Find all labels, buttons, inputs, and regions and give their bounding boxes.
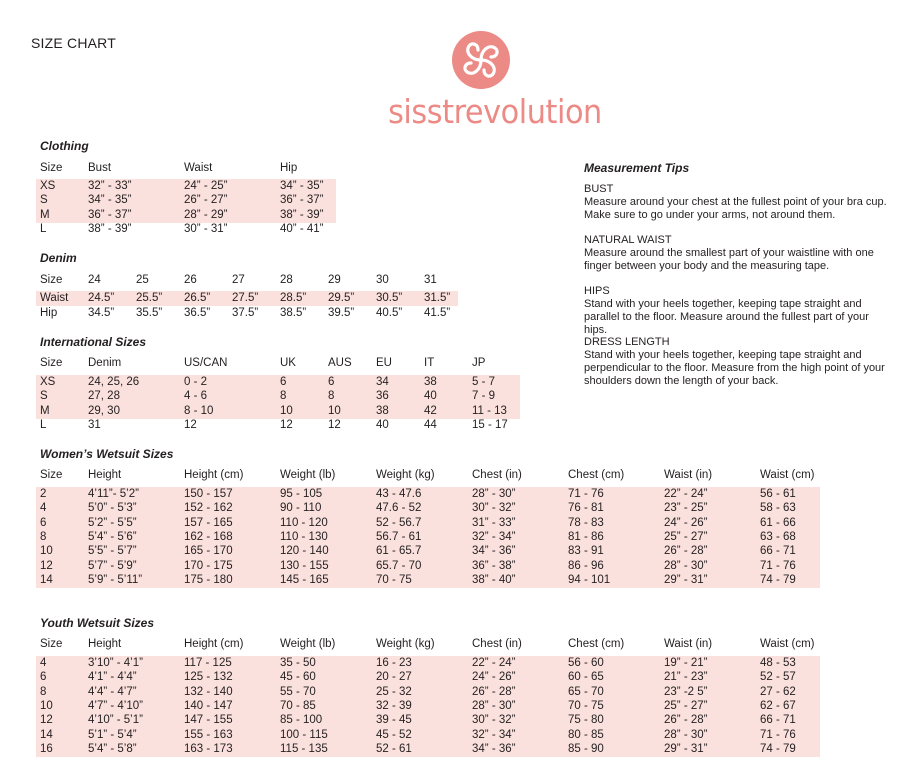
- table-row: [36, 179, 336, 194]
- table-cell: 40.5”: [376, 306, 403, 319]
- table-cell: 25” - 27”: [664, 530, 708, 543]
- table-header-row: [36, 356, 520, 371]
- table-cell: 70 - 85: [280, 699, 316, 712]
- table-cell: 48 - 53: [760, 657, 796, 669]
- table-cell: 45 - 52: [376, 728, 412, 741]
- table-cell: 145 - 165: [280, 573, 329, 586]
- table-cell: 81 - 86: [568, 530, 604, 543]
- table-cell: 6: [280, 376, 287, 388]
- table-row: [36, 222, 336, 237]
- table-cell: 23” -2 5”: [664, 685, 708, 698]
- youth-wetsuit-title: Youth Wetsuit Sizes: [40, 616, 155, 630]
- table-cell: 3’10” - 4’1”: [88, 657, 143, 669]
- column-header: US/CAN: [184, 357, 228, 369]
- table-cell: 24” - 26”: [664, 516, 708, 529]
- table-cell: 130 - 155: [280, 559, 329, 572]
- column-header: 30: [376, 274, 389, 286]
- table-header-row: [36, 161, 336, 176]
- table-cell: 8: [40, 530, 47, 543]
- table-cell: 74 - 79: [760, 573, 796, 586]
- table-cell: Waist: [40, 292, 69, 304]
- table-row: [36, 487, 820, 502]
- table-cell: 29” - 31”: [664, 742, 708, 755]
- table-header-row: [36, 637, 820, 652]
- column-header: 27: [232, 274, 245, 286]
- table-cell: 38” - 39”: [280, 208, 324, 221]
- table-cell: 15 - 17: [472, 418, 508, 431]
- table-row: [36, 728, 820, 743]
- table-cell: 8: [328, 390, 335, 403]
- table-cell: 56 - 60: [568, 657, 604, 669]
- table-cell: 26.5”: [184, 292, 211, 304]
- table-cell: 95 - 105: [280, 488, 323, 500]
- table-cell: 28” - 30”: [472, 488, 516, 500]
- table-cell: 5’0” - 5’3”: [88, 502, 137, 515]
- table-cell: 110 - 120: [280, 516, 328, 529]
- table-cell: 34” - 35”: [88, 194, 132, 207]
- column-header: Size: [40, 357, 63, 369]
- table-cell: 25.5”: [136, 292, 163, 304]
- table-cell: 8: [280, 390, 287, 403]
- table-cell: 80 - 85: [568, 728, 604, 741]
- table-cell: 63 - 68: [760, 530, 796, 543]
- table-cell: 31” - 33”: [472, 516, 516, 529]
- table-cell: 24, 25, 26: [88, 376, 140, 388]
- column-header: Height: [88, 638, 122, 650]
- table-cell: S: [40, 390, 48, 403]
- table-cell: 78 - 83: [568, 516, 604, 529]
- table-row: [36, 699, 820, 714]
- column-header: Waist: [184, 162, 213, 174]
- table-cell: 34.5”: [88, 306, 115, 319]
- table-cell: 60 - 65: [568, 671, 604, 684]
- table-row: [36, 306, 458, 321]
- column-header: Chest (in): [472, 638, 522, 650]
- table-cell: 4’1” - 4’4”: [88, 671, 137, 684]
- table-row: [36, 501, 820, 516]
- table-cell: 32” - 34”: [472, 530, 516, 543]
- table-row: [36, 670, 820, 685]
- table-cell: 5 - 7: [472, 376, 496, 388]
- table-cell: 32” - 34”: [472, 728, 516, 741]
- column-header: 25: [136, 274, 149, 286]
- table-cell: 29, 30: [88, 404, 120, 417]
- tip-hips: [584, 285, 894, 337]
- table-cell: M: [40, 208, 50, 221]
- table-cell: 27, 28: [88, 390, 120, 403]
- table-cell: 12: [280, 418, 293, 431]
- table-cell: 5’4” - 5’8”: [88, 742, 137, 755]
- table-cell: 74 - 79: [760, 742, 796, 755]
- table-cell: 10: [40, 545, 53, 558]
- table-cell: 38: [376, 404, 389, 417]
- international-title: International Sizes: [40, 335, 147, 349]
- table-cell: 28” - 30”: [664, 559, 708, 572]
- table-cell: 125 - 132: [184, 671, 233, 684]
- table-cell: M: [40, 404, 50, 417]
- table-cell: 28.5”: [280, 292, 307, 304]
- table-cell: 170 - 175: [184, 559, 233, 572]
- table-cell: 90 - 110: [280, 502, 322, 515]
- table-cell: 31: [88, 418, 101, 431]
- table-cell: 36” - 37”: [88, 208, 132, 221]
- column-header: 26: [184, 274, 197, 286]
- table-cell: 85 - 90: [568, 742, 604, 755]
- table-cell: 162 - 168: [184, 530, 233, 543]
- table-cell: 66 - 71: [760, 714, 796, 727]
- table-cell: 6: [40, 516, 47, 529]
- table-cell: 12: [40, 559, 53, 572]
- table-cell: 36” - 38”: [472, 559, 516, 572]
- column-header: Height (cm): [184, 469, 244, 481]
- table-cell: 5’1” - 5’4”: [88, 728, 137, 741]
- table-cell: 30” - 32”: [472, 714, 516, 727]
- table-cell: 30” - 31”: [184, 222, 228, 235]
- table-cell: 147 - 155: [184, 714, 233, 727]
- column-header: Waist (in): [664, 469, 713, 481]
- table-cell: 165 - 170: [184, 545, 233, 558]
- table-cell: L: [40, 222, 47, 235]
- table-cell: 2: [40, 488, 47, 500]
- table-cell: XS: [40, 180, 56, 192]
- table-cell: 117 - 125: [184, 657, 232, 669]
- table-cell: 16 - 23: [376, 657, 412, 669]
- table-cell: 120 - 140: [280, 545, 329, 558]
- column-header: Height: [88, 469, 122, 481]
- table-cell: 47.6 - 52: [376, 502, 422, 515]
- table-row: [36, 375, 520, 390]
- column-header: IT: [424, 357, 435, 369]
- table-cell: 7 - 9: [472, 390, 496, 403]
- table-cell: 152 - 162: [184, 502, 233, 515]
- table-cell: 5’5” - 5’7”: [88, 545, 137, 558]
- table-cell: 29” - 31”: [664, 573, 708, 586]
- tips-title: Measurement Tips: [584, 161, 690, 175]
- table-cell: 10: [328, 404, 341, 417]
- table-cell: 40: [424, 390, 437, 403]
- table-cell: 16: [40, 742, 53, 755]
- table-cell: 0 - 2: [184, 376, 208, 388]
- table-row: [36, 418, 520, 433]
- table-cell: 34” - 35”: [280, 180, 324, 192]
- table-row: [36, 742, 820, 757]
- table-cell: 4’4” - 4’7”: [88, 685, 137, 698]
- column-header: 31: [424, 274, 437, 286]
- column-header: EU: [376, 357, 392, 369]
- table-cell: 65 - 70: [568, 685, 604, 698]
- table-cell: 52 - 57: [760, 671, 796, 684]
- table-cell: XS: [40, 376, 56, 388]
- table-cell: 22” - 24”: [664, 488, 708, 500]
- clothing-title: Clothing: [40, 139, 89, 153]
- table-cell: 100 - 115: [280, 728, 328, 741]
- table-cell: 94 - 101: [568, 573, 611, 586]
- page-title: SIZE CHART: [31, 35, 116, 51]
- table-row: [36, 193, 336, 208]
- womens-wetsuit-title: Women’s Wetsuit Sizes: [40, 447, 174, 461]
- table-cell: 4 - 6: [184, 390, 208, 403]
- table-cell: 12: [184, 418, 197, 431]
- table-row: [36, 544, 820, 559]
- table-cell: 35.5”: [136, 306, 163, 319]
- column-header: AUS: [328, 357, 352, 369]
- table-cell: 8 - 10: [184, 404, 214, 417]
- table-cell: 45 - 60: [280, 671, 316, 684]
- table-cell: 38” - 40”: [472, 573, 516, 586]
- table-cell: 44: [424, 418, 437, 431]
- table-cell: 52 - 61: [376, 742, 412, 755]
- column-header: Size: [40, 274, 63, 286]
- table-cell: 38.5”: [280, 306, 307, 319]
- column-header: Size: [40, 162, 63, 174]
- table-cell: 24” - 26”: [472, 671, 516, 684]
- table-cell: 155 - 163: [184, 728, 233, 741]
- table-cell: 41.5”: [424, 306, 451, 319]
- table-cell: 32 - 39: [376, 699, 412, 712]
- table-cell: 20 - 27: [376, 671, 412, 684]
- table-cell: 28” - 29”: [184, 208, 228, 221]
- table-cell: 52 - 56.7: [376, 516, 422, 529]
- tip-heading: NATURAL WAIST: [584, 234, 672, 246]
- table-cell: 42: [424, 404, 437, 417]
- table-cell: 25” - 27”: [664, 699, 708, 712]
- table-cell: 132 - 140: [184, 685, 233, 698]
- table-cell: 65.7 - 70: [376, 559, 422, 572]
- column-header: JP: [472, 357, 486, 369]
- table-cell: S: [40, 194, 48, 207]
- column-header: 28: [280, 274, 293, 286]
- table-cell: 110 - 130: [280, 530, 328, 543]
- table-header-row: [36, 468, 820, 483]
- table-cell: 26” - 28”: [664, 545, 708, 558]
- table-cell: 27 - 62: [760, 685, 796, 698]
- table-cell: 12: [328, 418, 341, 431]
- table-cell: Hip: [40, 306, 58, 319]
- column-header: Weight (lb): [280, 469, 336, 481]
- table-cell: 56 - 61: [760, 488, 796, 500]
- table-cell: 70 - 75: [376, 573, 412, 586]
- column-header: Weight (kg): [376, 469, 435, 481]
- table-cell: 40: [376, 418, 389, 431]
- denim-title: Denim: [40, 251, 77, 265]
- table-cell: 26” - 27”: [184, 194, 228, 207]
- table-row: [36, 404, 520, 419]
- table-cell: 8: [40, 685, 47, 698]
- table-cell: 30.5”: [376, 292, 403, 304]
- table-cell: 14: [40, 573, 53, 586]
- table-cell: 5’4” - 5’6”: [88, 530, 137, 543]
- table-cell: 22” - 24”: [472, 657, 516, 669]
- column-header: Bust: [88, 162, 112, 174]
- column-header: Weight (kg): [376, 638, 435, 650]
- table-cell: 43 - 47.6: [376, 488, 422, 500]
- table-row: [36, 291, 458, 306]
- table-cell: 14: [40, 728, 53, 741]
- brand-logo-icon: [451, 30, 511, 90]
- column-header: Chest (cm): [568, 638, 625, 650]
- table-cell: 4: [40, 657, 47, 669]
- table-cell: 61 - 66: [760, 516, 796, 529]
- column-header: Waist (cm): [760, 638, 815, 650]
- tip-heading: BUST: [584, 183, 614, 195]
- table-cell: 28” - 30”: [472, 699, 516, 712]
- table-cell: 163 - 173: [184, 742, 233, 755]
- tip-text: Stand with your heels together, keeping tape straight and parallel to the floor. Measure around the fullest part of your hips.: [584, 298, 869, 336]
- table-cell: 85 - 100: [280, 714, 323, 727]
- table-cell: 75 - 80: [568, 714, 604, 727]
- table-cell: 5’2” - 5’5”: [88, 516, 137, 529]
- table-cell: 70 - 75: [568, 699, 604, 712]
- table-row: [36, 713, 820, 728]
- table-cell: 19” - 21”: [664, 657, 708, 669]
- table-row: [36, 559, 820, 574]
- column-header: UK: [280, 357, 296, 369]
- column-header: Weight (lb): [280, 638, 336, 650]
- table-cell: 140 - 147: [184, 699, 233, 712]
- table-cell: 30” - 32”: [472, 502, 516, 515]
- column-header: Height (cm): [184, 638, 244, 650]
- table-cell: 5’9” - 5’11”: [88, 573, 143, 586]
- table-cell: 36.5”: [184, 306, 211, 319]
- table-cell: 71 - 76: [568, 488, 604, 500]
- table-cell: 39 - 45: [376, 714, 412, 727]
- table-header-row: [36, 273, 458, 288]
- table-cell: 71 - 76: [760, 559, 796, 572]
- column-header: Size: [40, 469, 63, 481]
- table-cell: 62 - 67: [760, 699, 796, 712]
- table-cell: 4: [40, 502, 47, 515]
- table-cell: 11 - 13: [472, 404, 507, 417]
- table-cell: 36: [376, 390, 389, 403]
- table-row: [36, 208, 336, 223]
- table-cell: 175 - 180: [184, 573, 233, 586]
- table-cell: 27.5”: [232, 292, 259, 304]
- table-cell: 34: [376, 376, 389, 388]
- table-cell: 58 - 63: [760, 502, 796, 515]
- column-header: 24: [88, 274, 101, 286]
- table-cell: 38: [424, 376, 437, 388]
- column-header: Chest (cm): [568, 469, 625, 481]
- table-cell: 71 - 76: [760, 728, 796, 741]
- table-cell: 157 - 165: [184, 516, 233, 529]
- table-cell: 150 - 157: [184, 488, 233, 500]
- table-cell: 56.7 - 61: [376, 530, 422, 543]
- table-cell: 39.5”: [328, 306, 355, 319]
- table-cell: 26” - 28”: [472, 685, 516, 698]
- table-cell: 61 - 65.7: [376, 545, 422, 558]
- table-row: [36, 516, 820, 531]
- table-cell: 6: [328, 376, 335, 388]
- table-cell: 25 - 32: [376, 685, 412, 698]
- tip-text: Measure around the smallest part of your waistline with one finger between your body and the measuring tape.: [584, 247, 874, 272]
- table-cell: 4’11”- 5’2”: [88, 488, 139, 500]
- column-header: 29: [328, 274, 341, 286]
- table-cell: 35 - 50: [280, 657, 316, 669]
- table-cell: 29.5”: [328, 292, 355, 304]
- table-cell: 76 - 81: [568, 502, 604, 515]
- column-header: Size: [40, 638, 63, 650]
- table-cell: 66 - 71: [760, 545, 796, 558]
- table-cell: L: [40, 418, 47, 431]
- table-row: [36, 530, 820, 545]
- table-cell: 40” - 41”: [280, 222, 324, 235]
- column-header: Waist (cm): [760, 469, 815, 481]
- table-cell: 10: [40, 699, 53, 712]
- table-cell: 55 - 70: [280, 685, 316, 698]
- tip-heading: HIPS: [584, 285, 610, 297]
- tip-heading: DRESS LENGTH: [584, 336, 670, 348]
- column-header: Denim: [88, 357, 122, 369]
- tip-bust: [584, 183, 894, 222]
- brand-wordmark: sisstrevolution: [388, 92, 602, 131]
- table-cell: 28” - 30”: [664, 728, 708, 741]
- table-cell: 115 - 135: [280, 742, 328, 755]
- table-cell: 4’10” - 5’1”: [88, 714, 143, 727]
- table-row: [36, 573, 820, 588]
- table-cell: 24.5”: [88, 292, 115, 304]
- tip-text: Stand with your heels together, keeping tape straight and perpendicular to the floor. Measure from the high point of your shoulders down the length of your back.: [584, 349, 885, 387]
- table-row: [36, 656, 820, 671]
- table-cell: 21” - 23”: [664, 671, 708, 684]
- table-cell: 4’7” - 4’10”: [88, 699, 143, 712]
- table-cell: 6: [40, 671, 47, 684]
- column-header: Hip: [280, 162, 298, 174]
- table-row: [36, 389, 520, 404]
- table-cell: 34” - 36”: [472, 742, 516, 755]
- table-cell: 34” - 36”: [472, 545, 516, 558]
- table-cell: 83 - 91: [568, 545, 604, 558]
- tip-text: Measure around your chest at the fullest point of your bra cup. Make sure to go under your arms, not around them.: [584, 196, 887, 221]
- table-cell: 36” - 37”: [280, 194, 324, 207]
- table-cell: 23” - 25”: [664, 502, 708, 515]
- table-cell: 26” - 28”: [664, 714, 708, 727]
- table-cell: 37.5”: [232, 306, 259, 319]
- table-cell: 10: [280, 404, 293, 417]
- table-cell: 5’7” - 5’9”: [88, 559, 137, 572]
- table-cell: 38” - 39”: [88, 222, 132, 235]
- tip-dress-length: [584, 336, 894, 388]
- table-cell: 86 - 96: [568, 559, 604, 572]
- table-cell: 31.5”: [424, 292, 451, 304]
- table-row: [36, 685, 820, 700]
- table-cell: 32” - 33”: [88, 180, 132, 192]
- table-cell: 24” - 25”: [184, 180, 228, 192]
- column-header: Waist (in): [664, 638, 713, 650]
- tip-natural-waist: [584, 234, 894, 273]
- table-cell: 12: [40, 714, 53, 727]
- column-header: Chest (in): [472, 469, 522, 481]
